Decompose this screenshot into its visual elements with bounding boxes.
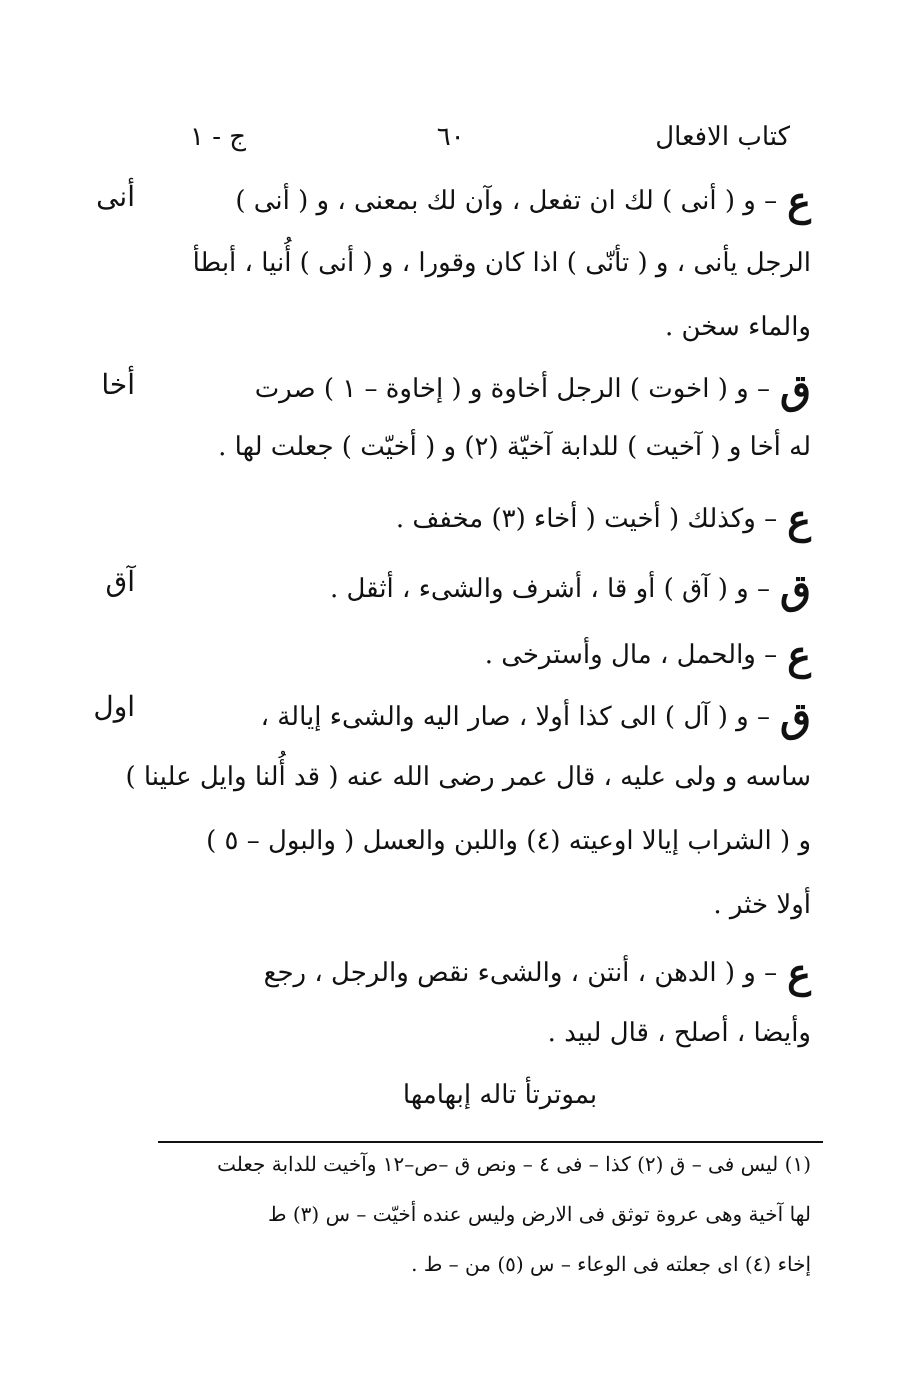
line-text: – و ( أنى ) لك ان تفعل ، وآن لك بمعنى ، و ( أنى ) (235, 186, 778, 216)
text-line (181, 890, 811, 921)
text-line (181, 496, 811, 544)
line-text: – و ( آل ) الى كذا أولا ، صار اليه والشىء إيالة ، (260, 702, 770, 732)
entry-marker: ع (787, 632, 811, 679)
line-text: – وكذلك ( أخيت ( أخاء (٣) مخفف . (395, 504, 778, 534)
volume-label: ج - ١ (190, 122, 247, 152)
text-line (181, 694, 811, 742)
line-text: – و ( الدهن ، أنتن ، والشىء نقص والرجل ، رجع (263, 958, 778, 988)
text-line (181, 248, 811, 279)
poetry-verse: بموترتأ تاله إبهامها (402, 1080, 598, 1110)
text-line (181, 312, 811, 343)
margin-word: أخا (101, 368, 135, 401)
entry-marker: ق (779, 366, 811, 413)
book-title: كتاب الافعال (655, 122, 790, 152)
text-line (181, 826, 811, 857)
entry-marker: ع (787, 178, 811, 225)
line-text: أولا خثر . (713, 890, 811, 920)
line-text: – والحمل ، مال وأسترخى . (484, 640, 778, 670)
margin-word: آق (105, 565, 135, 598)
footnote-line: إخاء (٤) اى جعلته فى الوعاء – س (٥) من – ط . (411, 1252, 811, 1276)
line-text: – و ( اخوت ) الرجل أخاوة و ( إخاوة – ١ ) صرت (254, 374, 770, 404)
text-line (181, 432, 811, 463)
line-text: وأيضا ، أصلح ، قال لبيد . (547, 1018, 811, 1048)
margin-word: أنى (96, 180, 135, 213)
text-line (125, 762, 811, 793)
footnote-divider (158, 1141, 823, 1143)
margin-word: اول (93, 690, 135, 723)
text-line (181, 178, 811, 226)
page-number: ٦٠ (436, 122, 465, 152)
text-line (181, 950, 811, 998)
text-line (181, 566, 811, 614)
footnote-line: لها آخية وهى عروة توثق فى الارض وليس عنده أخيّت – س (٣) ط (268, 1202, 811, 1226)
line-text: له أخا و ( آخيت ) للدابة آخيّة (٢) و ( أخيّت ) جعلت لها . (218, 432, 811, 462)
page-header (190, 112, 790, 162)
line-text: ساسه و ولى عليه ، قال عمر رضى الله عنه ( قد أُلنا وايل علينا ) (125, 762, 811, 792)
text-line (181, 366, 811, 414)
text-line (181, 1018, 811, 1049)
line-text: والماء سخن . (664, 312, 811, 342)
entry-marker: ع (787, 496, 811, 543)
line-text: – و ( آق ) أو قا ، أشرف والشىء ، أثقل . (329, 574, 770, 604)
line-text: و ( الشراب إيالا اوعيته (٤) واللبن والعسل ( والبول – ٥ ) (206, 826, 811, 856)
text-line (181, 632, 811, 680)
footnote-line: (١) ليس فى – ق (٢) كذا – فى ٤ – ونص ق –ص–١٢ وآخيت للدابة جعلت (217, 1152, 811, 1176)
entry-marker: ق (779, 566, 811, 613)
line-text: الرجل يأنى ، و ( تأنّى ) اذا كان وقورا ، و ( أنى ) أُنيا ، أبطأ (192, 248, 811, 278)
entry-marker: ق (779, 694, 811, 741)
entry-marker: ع (787, 950, 811, 997)
